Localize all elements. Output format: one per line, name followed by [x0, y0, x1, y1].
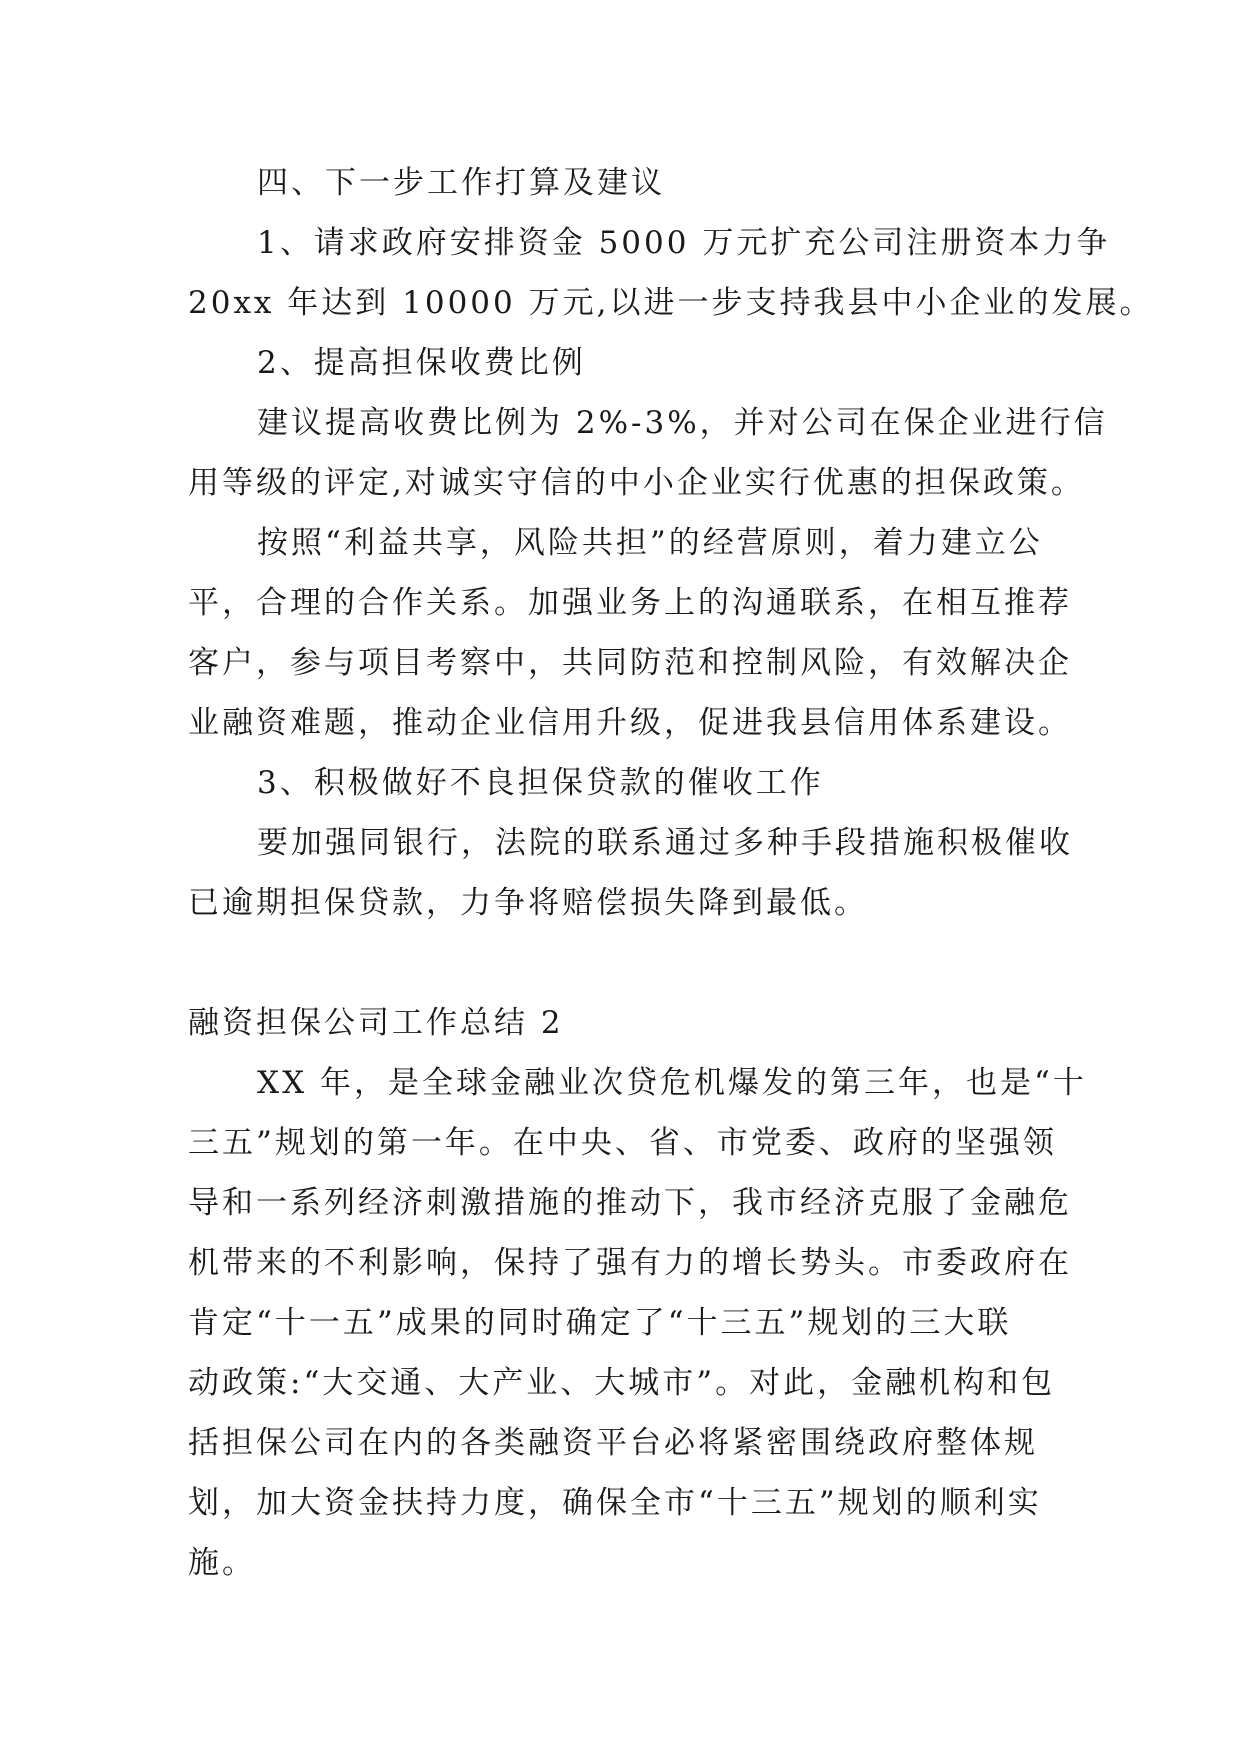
paragraph-line: 划，加大资金扶持力度，确保全市“十三五”规划的顺利实 — [188, 1485, 1042, 1521]
paragraph-line: 客户，参与项目考察中，共同防范和控制风险，有效解决企 — [188, 645, 1072, 681]
paragraph-line: 机带来的不利影响，保持了强有力的增长势头。市委政府在 — [188, 1245, 1072, 1281]
section-heading: 四、下一步工作打算及建议 — [257, 165, 665, 201]
paragraph-line: XX 年，是全球金融业次贷危机爆发的第三年，也是“十 — [257, 1065, 1087, 1101]
paragraph-line: 导和一系列经济刺激措施的推动下，我市经济克服了金融危 — [188, 1185, 1072, 1221]
paragraph-line: 三五”规划的第一年。在中央、省、市党委、政府的坚强领 — [188, 1125, 1057, 1161]
paragraph-line: 要加强同银行，法院的联系通过多种手段措施积极催收 — [257, 825, 1073, 861]
paragraph-line: 已逾期担保贷款，力争将赔偿损失降到最低。 — [188, 885, 868, 921]
paragraph-line: 按照“利益共享，风险共担”的经营原则，着力建立公 — [257, 525, 1043, 561]
paragraph-line: 平，合理的合作关系。加强业务上的沟通联系，在相互推荐 — [188, 585, 1072, 621]
paragraph-line: 动政策:“大交通、大产业、大城市”。对此，金融机构和包 — [188, 1365, 1056, 1401]
paragraph-line: 施。 — [188, 1545, 256, 1581]
paragraph-line: 1、请求政府安排资金 5000 万元扩充公司注册资本力争 — [257, 225, 1111, 261]
paragraph-line: 用等级的评定,对诚实守信的中小企业实行优惠的担保政策。 — [188, 465, 1085, 501]
paragraph-line: 20xx 年达到 10000 万元,以进一步支持我县中小企业的发展。 — [188, 285, 1154, 321]
paragraph-line: 括担保公司在内的各类融资平台必将紧密围绕政府整体规 — [188, 1425, 1038, 1461]
paragraph-line: 业融资难题，推动企业信用升级，促进我县信用体系建设。 — [188, 705, 1072, 741]
item-heading: 2、提高担保收费比例 — [257, 345, 586, 381]
article-title: 融资担保公司工作总结 2 — [188, 1005, 564, 1041]
paragraph-line: 建议提高收费比例为 2%-3%，并对公司在保企业进行信 — [257, 405, 1108, 441]
paragraph-line: 肯定“十一五”成果的同时确定了“十三五”规划的三大联 — [188, 1305, 1012, 1341]
item-heading: 3、积极做好不良担保贷款的催收工作 — [257, 765, 824, 801]
